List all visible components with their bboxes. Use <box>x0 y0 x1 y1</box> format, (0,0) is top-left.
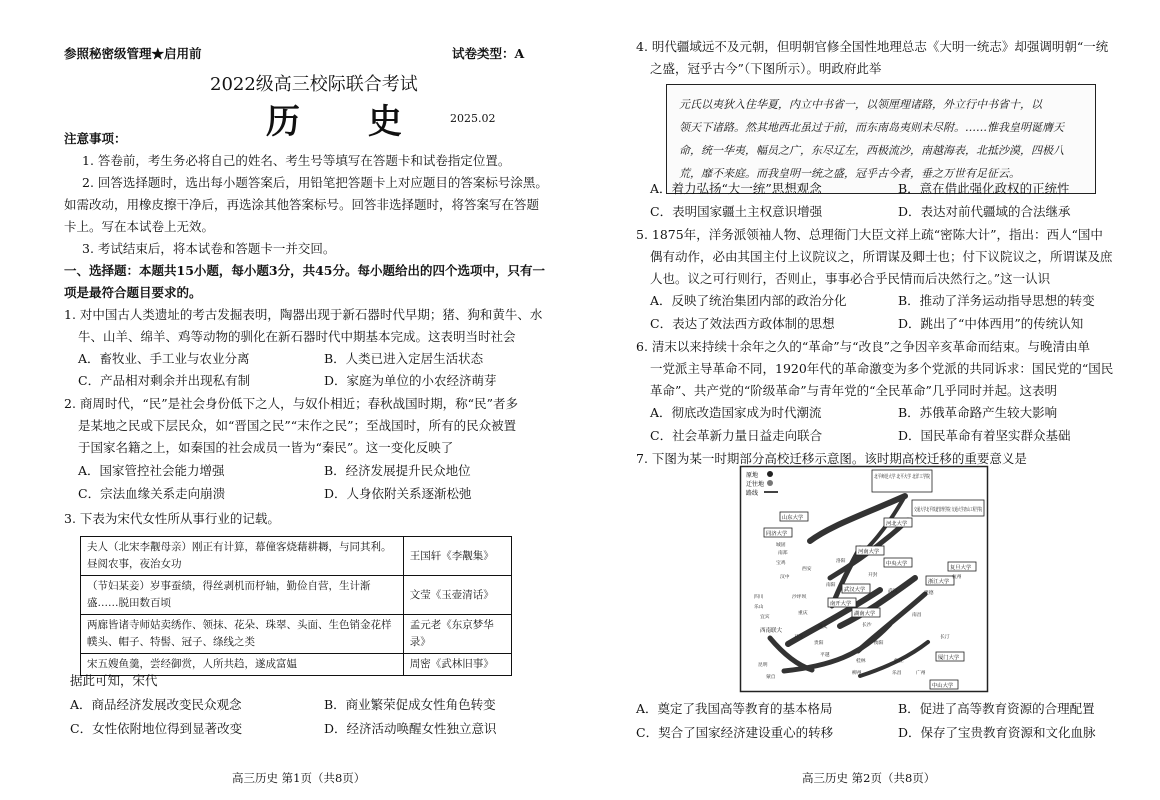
q1-option-a[interactable]: A．畜牧业、手工业与农业分离 <box>78 351 250 366</box>
legend-destination-dot <box>767 480 773 486</box>
q1-option-d[interactable]: D．家庭为单位的小农经济萌芽 <box>324 373 497 388</box>
school-label: 西南联大 <box>760 628 783 634</box>
school-label: 武汉大学 <box>844 587 866 593</box>
q5-stem-cont: 人也。议之可行则行，否则止，事事必合乎民情而后决然行之。”这一认识 <box>650 271 1051 286</box>
q1-stem-cont: 牛、山羊、绵羊、鸡等动物的驯化在新石器时代中期基本完成。这表明当时社会 <box>78 329 516 344</box>
q1-option-c[interactable]: C．产品相对剩余并出现私有制 <box>78 373 251 388</box>
place-label: 武汉 <box>888 589 898 594</box>
place-label: 南阳 <box>826 583 836 588</box>
table-cell-source: 王国轩《李觏集》 <box>403 537 511 576</box>
q5-option-b[interactable]: B．推动了洋务运动指导思想的转变 <box>898 293 1095 308</box>
school-label: 南开大学 <box>830 601 852 607</box>
place-label: 西安 <box>802 567 812 572</box>
q1-option-b[interactable]: B．人类已进入定居生活状态 <box>324 351 484 366</box>
place-label: 乐山 <box>754 605 764 610</box>
legend-label: 路线 <box>746 490 759 497</box>
place-label: 城固 <box>776 543 786 548</box>
q3-option-c[interactable]: C．女性依附地位得到显著改变 <box>70 721 243 736</box>
q2-option-d[interactable]: D．人身依附关系逐渐松弛 <box>324 486 472 501</box>
table-cell-source: 周密《武林旧事》 <box>403 654 511 676</box>
subject-title: 历 史 <box>266 102 430 142</box>
table-row <box>81 615 512 654</box>
q6-stem-cont: 革命”、共产党的“阶级革命”与青年党的“全民革命”几乎同时并起。这表明 <box>650 383 1057 398</box>
q6-option-a[interactable]: A．彻底改造国家成为时代潮流 <box>650 405 822 420</box>
q7-option-d[interactable]: D．保存了宝贵教育资源和文化血脉 <box>898 725 1096 740</box>
q6-stem: 6. 清末以来持续十余年之久的“革命”与“改良”之争因辛亥革命而结束。与晚清由单 <box>636 339 1090 354</box>
place-label: 宝鸡 <box>776 561 786 566</box>
exam-page-2 <box>580 0 1160 800</box>
q7-option-c[interactable]: C．契合了国家经济建设重心的转移 <box>636 725 834 740</box>
q7-stem: 7. 下图为某一时期部分高校迁移示意图。该时期高校迁移的重要意义是 <box>636 451 1027 466</box>
place-label: 杭州 <box>952 575 962 580</box>
q3-table <box>80 536 512 676</box>
exam-date: 2025.02 <box>450 112 496 125</box>
place-label: 马龙 <box>794 635 804 640</box>
q4-stem: 4. 明代疆域远不及元朝，但明朝官修全国性地理总志《大明一统志》却强调明朝“一统 <box>636 39 1109 54</box>
quote-line: 荒，靡不来庭。而我皇明一统之盛，冠乎古今者，垂之万世有足征云。 <box>679 167 1020 180</box>
table-cell-text: （节妇某妾）岁事蚕绩，得丝剥机而杼轴，勤俭自营，生计渐盛……脱田数百顷 <box>81 576 404 615</box>
q2-option-a[interactable]: A．国家管控社会能力增强 <box>78 463 225 478</box>
q1-stem: 1. 对中国古人类遗址的考古发掘表明，陶器出现于新石器时代早期；猪、狗和黄牛、水 <box>64 307 543 322</box>
table-cell-source: 孟元老《东京梦华录》 <box>403 615 511 654</box>
place-label: 重庆 <box>798 611 808 616</box>
q6-option-d[interactable]: D．国民革命有着坚实群众基础 <box>898 428 1071 443</box>
note-line: 卡上。写在本试卷上无效。 <box>64 219 215 234</box>
note-line: 3. 考试结束后，将本试卷和答题卡一并交回。 <box>82 241 336 256</box>
table-cell-source: 文莹《玉壶清话》 <box>403 576 511 615</box>
place-label: 柳州 <box>852 671 862 676</box>
place-label: 遵义 <box>818 625 828 630</box>
place-label: 衡阳 <box>874 641 884 646</box>
q3-option-a[interactable]: A．商品经济发展改变民众观念 <box>70 697 242 712</box>
note-line: 如需改动，用橡皮擦干净后，再选涂其他答案标号。回答非选择题时，将答案写在答题 <box>64 197 540 212</box>
university-migration-map <box>740 466 1033 692</box>
table-row <box>81 537 512 576</box>
confidential-label: 参照秘密级管理★启用前 <box>64 46 202 61</box>
school-label: 北平师范大学 北平大学 北洋工学院 <box>874 474 957 480</box>
place-label: 平越 <box>820 653 830 658</box>
place-label: 沙坪坝 <box>792 595 807 600</box>
q4-option-d[interactable]: D．表达对前代疆域的合法继承 <box>898 204 1071 219</box>
note-line: 1. 答卷前，考生务必将自己的姓名、考生号等填写在答题卡和试卷指定位置。 <box>82 153 511 168</box>
section-heading: 一、选择题：本题共15小题，每小题3分，共45分。每小题给出的四个选项中，只有一 <box>64 263 545 278</box>
place-label: 乐昌 <box>892 671 902 676</box>
school-label: 交通大学北平铁道管理学院 交通大学唐山工程学院 <box>914 507 1033 513</box>
q5-stem-cont: 偶有动作，必由其国主付上议院议之，所谓谋及卿士也；付下议院议之，所谓谋及庶 <box>650 249 1113 264</box>
place-label: 洛阳 <box>836 559 846 564</box>
q6-option-c[interactable]: C．社会革新力量日益走向联合 <box>650 428 823 443</box>
place-label: 宜宾 <box>760 615 770 620</box>
school-label: 河南大学 <box>858 549 880 555</box>
exam-title: 2022级高三校际联合考试 <box>210 74 418 95</box>
q2-option-b[interactable]: B．经济发展提升民众地位 <box>324 463 471 478</box>
place-label: 蒙自 <box>766 675 776 680</box>
q4-option-b[interactable]: B．意在借此强化政权的正统性 <box>898 181 1070 196</box>
place-label: 桂林 <box>856 659 866 664</box>
legend-label: 迁往地 <box>746 481 765 488</box>
table-cell-text: 宋五嫂鱼羹，尝经御赏，人所共趋，遂成富媪 <box>81 654 404 676</box>
quote-line: 领天下诸路。然其地西北虽过于前，而东南岛夷则未尽附。……惟我皇明诞膺天 <box>679 121 1064 134</box>
q5-option-a[interactable]: A．反映了统治集团内部的政治分化 <box>650 293 847 308</box>
place-label: 昆明 <box>758 663 768 668</box>
q4-stem-cont: 之盛，冠乎古今”（下图所示）。明政府此举 <box>650 61 882 76</box>
q5-option-d[interactable]: D．跳出了“中体西用”的传统认知 <box>898 316 1084 331</box>
q5-stem: 5. 1875年，洋务派领袖人物、总理衙门大臣文祥上疏“密陈大计”，指出：西人“国中 <box>636 227 1103 242</box>
place-label: 建德 <box>924 591 934 596</box>
place-label: 贵阳 <box>814 641 824 646</box>
q3-option-b[interactable]: B．商业繁荣促成女性角色转变 <box>324 697 496 712</box>
q3-stem: 3. 下表为宋代女性所从事行业的记载。 <box>64 511 280 526</box>
school-label: 复旦大学 <box>950 565 972 571</box>
school-label: 浙江大学 <box>928 579 950 585</box>
q2-stem-cont: 于国家名籍之上，如秦国的社会成员一皆为“秦民”。这一变化反映了 <box>78 440 454 455</box>
school-label: 山东大学 <box>782 515 804 521</box>
q2-stem-cont: 是某地之民或下层民众，如“晋国之民”“末作之民”；至战国时，所有的民众被置 <box>78 418 517 433</box>
q7-option-a[interactable]: A．奠定了我国高等教育的基本格局 <box>636 701 833 716</box>
q6-stem-cont: 一党派主导革命不同，1920年代的革命激变为多个党派的共同诉求：国民党的“国民 <box>650 361 1114 376</box>
notes-heading: 注意事项： <box>64 131 127 146</box>
q6-option-b[interactable]: B．苏俄革命路产生较大影响 <box>898 405 1058 420</box>
place-label: 四川 <box>754 595 764 600</box>
q2-option-c[interactable]: C．宗法血缘关系走向崩溃 <box>78 486 226 501</box>
q2-stem: 2. 商周时代，“民”是社会身份低下之人，与奴仆相近；春秋战国时期，称“民”者多 <box>64 396 518 411</box>
quote-line: 命，统一华夷，幅员之广，东尽辽左，西极流沙，南越海表，北抵沙漠，四极八 <box>679 144 1064 157</box>
place-label: 广州 <box>916 671 926 676</box>
quote-line: 元氏以夷狄入住华夏，内立中书省一，以领厘理诸路，外立行中书省十，以 <box>679 98 1042 111</box>
q7-option-b[interactable]: B．促进了高等教育资源的合理配置 <box>898 701 1095 716</box>
section-heading-cont: 项是最符合题目要求的。 <box>64 285 202 300</box>
q4-option-c[interactable]: C．表明国家疆土主权意识增强 <box>650 204 823 219</box>
q3-after: 据此可知，宋代 <box>70 673 158 688</box>
page-footer: 高三历史 第1页（共8页） <box>232 771 366 785</box>
q4-option-a[interactable]: A．着力弘扬“大一统”思想观念 <box>650 181 822 196</box>
legend-label: 原地 <box>746 472 759 479</box>
school-label: 湖南大学 <box>854 611 876 617</box>
school-label: 中央大学 <box>886 561 908 567</box>
place-label: 曲江 <box>894 659 904 664</box>
legend-origin-dot <box>767 471 773 477</box>
table-cell-text: 夫人（北宋李觏母亲）刚正有计算，幕僮客烧藉耕耨，与同其利。昼阅农事，夜治女功 <box>81 537 404 576</box>
q3-option-d[interactable]: D．经济活动唤醒女性独立意识 <box>324 721 497 736</box>
place-label: 南郑 <box>778 551 788 556</box>
school-label: 中山大学 <box>932 683 954 689</box>
q5-option-c[interactable]: C．表达了效法西方政体制的思想 <box>650 316 835 331</box>
place-label: 开封 <box>868 573 878 578</box>
place-label: 长汀 <box>940 635 950 640</box>
place-label: 南昌 <box>912 613 922 618</box>
page-footer: 高三历史 第2页（共8页） <box>802 771 936 785</box>
note-line: 2. 回答选择题时，选出每小题答案后，用铅笔把答题卡上对应题目的答案标号涂黑。 <box>82 175 548 190</box>
paper-type-label: 试卷类型：A <box>452 46 525 61</box>
school-label: 同济大学 <box>766 531 788 537</box>
place-label: 汉中 <box>780 575 790 580</box>
table-row <box>81 576 512 615</box>
school-label: 厦门大学 <box>938 655 960 661</box>
place-label: 长沙 <box>862 623 872 628</box>
school-label: 河北大学 <box>886 521 908 527</box>
table-cell-text: 两廊皆诸寺师姑卖绣作、领抹、花朵、珠翠、头面、生色销金花样幞头、帽子、特髻、冠子、绦线之类 <box>81 615 404 654</box>
